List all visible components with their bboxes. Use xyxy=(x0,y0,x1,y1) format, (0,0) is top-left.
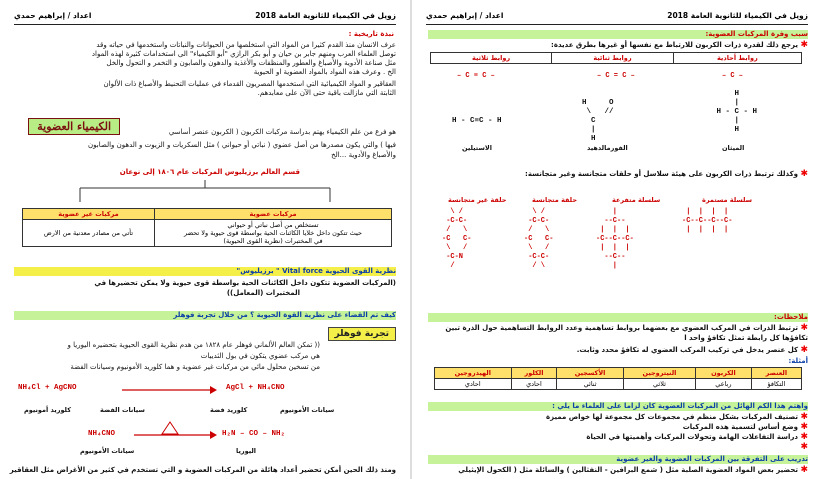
history-line-1: عرف الانسان منذ القدم كثيرا من المواد التي استخلصها من الحيوانات والنباتات واستخدمها في حياته وقد xyxy=(96,41,396,49)
eq2-heat-arrow-icon xyxy=(130,420,220,442)
berzelius-line: قسم العالم برزيليوس المركبات عام ١٨٠٦ إلى نوعان xyxy=(119,168,300,176)
left-page xyxy=(0,0,410,479)
methane-label: الميثان xyxy=(722,144,745,152)
scientists-point-4 xyxy=(800,443,808,452)
eq1-arrow-icon xyxy=(118,384,218,396)
eq1-products: AgCl + NH₄CNO xyxy=(226,384,285,392)
organic-line-1: هو فرع من علم الكيمياء يهتم بدراسة مركبات الكربون ( الكربون عنصر أساسي xyxy=(168,128,396,136)
notes-title: ملاحظات: xyxy=(428,313,808,322)
table-cell-organic: تستخلص من أصل نباتي أو حيواني حيث تتكون داخل خلايا الكائنات الحية بواسطة قوى حيوية ولا تحضر في المختبرات (نظرية القوى الحيوية) xyxy=(155,220,392,247)
history-line-2: توصل العلماء العرب ومنهم جابر بن حيان و أبو بكر الرازي "أبو الكيمياء" الى استخدامات كثيرة لهذه المواد xyxy=(91,50,396,58)
scientists-point-3: ✱ دراسة التفاعلات الهامة وتحولات المركبات وأهميتها في الحياة xyxy=(586,432,808,442)
table-cell-inorganic: تأتي من مصادر معدنية من الارض xyxy=(23,220,155,247)
continuous-chain-structure: | | | | -C--C--C--C- | | | | xyxy=(682,208,733,234)
star-icon: ✱ xyxy=(800,422,808,432)
formaldehyde-label: الفورمالدهيد xyxy=(587,144,628,152)
eq2-product: H₂N – CO – NH₂ xyxy=(222,430,286,438)
right-header-title: زويل في الكيمياء للثانوية العامة 2018 xyxy=(667,11,808,20)
chain-type-homocyclic: حلقة متجانسة xyxy=(532,196,578,204)
formaldehyde-structure: H O \ // C | H xyxy=(582,99,614,143)
valence-table xyxy=(434,367,802,390)
scientists-point-2: ✱ وضع أساس لتسمية هذه المركبات xyxy=(682,422,808,432)
classification-arrows xyxy=(0,180,410,210)
right-page xyxy=(412,0,822,479)
left-header-author: اعداد / إبراهيم حمدي xyxy=(14,11,92,20)
star-icon: ✱ xyxy=(800,465,808,475)
star-icon: ✱ xyxy=(800,323,808,333)
eq1-label-1: كلوريد أمونيوم xyxy=(24,406,71,414)
bond-double-formula: – C = C – xyxy=(597,72,635,80)
classification-table xyxy=(22,208,392,247)
chain-type-continuous: سلسلة مستمرة xyxy=(702,196,753,204)
eq2-label-2: اليوريا xyxy=(236,447,257,455)
heterocyclic-ring-structure: \ / -C-C- / \ -C C- \ / -C-N / xyxy=(442,208,472,270)
history-line-3: مثل صناعة الأدوية والأصباغ والعطور والمنظفات والأغذية والدهون والصابون و التخمر و التحول والخل xyxy=(106,59,396,67)
history-line-6: الثابتة التي مازالت باقية حتى الآن على معابدهم. xyxy=(257,89,396,97)
acetylene-label: الاستيلين xyxy=(462,144,492,152)
valence-value-row: التكافؤ رباعي ثلاثي ثنائي احادي احادي xyxy=(435,379,802,390)
star-icon: ✱ xyxy=(800,432,808,442)
wohler-line-2: هي مركب عضوي يتكون في بول الثدييات xyxy=(200,352,320,360)
bond-header-triple: روابط ثلاثية xyxy=(431,53,552,64)
vital-force-title: نظرية القوى الحيوية Vital force " برزيليوس" xyxy=(14,267,396,276)
vital-line-2: المختبرات (المعامل)) xyxy=(226,289,300,297)
eq1-label-2: سيانات الفضة xyxy=(100,406,145,414)
table-header-organic: مركبات عضوية xyxy=(155,209,392,220)
history-title: نبذة تاريخية : xyxy=(348,30,394,38)
branched-chain-structure: | --C-- | | | -C--C--C- | | | --C-- | xyxy=(596,208,634,270)
organic-chemistry-banner: الكيمياء العضوية xyxy=(28,118,120,135)
bond-header-double: روابط ثنائية xyxy=(552,53,674,64)
diff-title: تدريب على التفرقة بين المركبات العضوية والغير عضوية xyxy=(428,455,808,464)
table-header-inorganic: مركبات غير عضوية xyxy=(23,209,155,220)
scientists-title: واهتم هذا الكم الهائل من المركبات العضوية كان لزاما على العلماء ما يلي : xyxy=(428,402,808,411)
eq2-reactant: NH₄CNO xyxy=(88,430,116,438)
star-icon: ✱ xyxy=(800,169,808,179)
diff-line: ✱ تحضير بعض المواد العضوية الصلبة مثل ( شمع البرافين - النفثالين ) والسائلة مثل ( الكحول الإيثيلي xyxy=(458,465,808,475)
wohler-line-3: من تسخين محلول مائي من مركبات غير عضوية و هما كلوريد الأمونيوم وسيانات الفضة xyxy=(70,363,320,371)
examples-label: أمثلة: xyxy=(788,357,808,365)
scientists-point-1: ✱ تصنيف المركبات بشكل منظم في مجموعات كل مجموعة لها خواص مميزة xyxy=(545,412,808,422)
wohler-question: كيف تم القضاء على نظرية القوة الحيوية ؟ من خلال تجربة فوهلر xyxy=(14,311,396,320)
valence-header-row: العنصر الكربون النيتروجين الأكسجين الكلور الهيدروجين xyxy=(435,368,802,379)
bottom-line: ومنذ ذلك الحين أمكن تحضير أعداد هائلة من المركبات العضوية و التي تستخدم في كثير من الأغراض مثل العقاقير xyxy=(9,466,396,474)
star-icon: ✱ xyxy=(800,412,808,422)
note-1: ✱ ترتبط الذرات في المركب العضوي مع بعضهما بروابط تساهمية وعدد الروابط التساهمية حول الذرة تبين xyxy=(445,323,808,333)
chain-type-branched: سلسلة متفرعة xyxy=(612,196,661,204)
bond-single-formula: – C – xyxy=(722,72,744,80)
eq1-label-4: سيانات الأمونيوم xyxy=(280,406,335,414)
note-2: ✱ كل عنصر يدخل في تركيب المركب العضوي له تكافؤ محدد وثابت. xyxy=(576,345,808,355)
wohler-banner: تجربة فوهلر xyxy=(328,327,396,341)
left-header xyxy=(14,10,396,25)
star-icon: ✱ xyxy=(800,40,808,50)
right-header-author: اعداد / إبراهيم حمدي xyxy=(426,11,504,20)
right-header xyxy=(426,10,808,25)
bonds-table xyxy=(430,52,802,64)
chain-line: ✱ وكذلك ترتبط ذرات الكربون على هيئة سلاسل أو حلقات متجانسة وغير متجانسة: xyxy=(525,169,808,179)
cause-line: ✱ يرجع ذلك لقدرة ذرات الكربون للارتباط مع نفسها أو غيرها بطرق عديدة: xyxy=(551,40,808,50)
organic-line-3: والأصباغ والأدوية ...الخ xyxy=(331,151,396,159)
note-1b: تكافؤها كل رابطة تمثل تكافؤ واحد ا xyxy=(684,334,808,342)
methane-structure: H | H - C - H | H xyxy=(716,90,758,134)
eq2-label-1: سيانات الأمونيوم xyxy=(80,447,135,455)
bond-triple-formula: – C ≡ C – xyxy=(457,72,495,80)
acetylene-structure: H - C≡C - H xyxy=(452,117,502,125)
eq1-reactants: NH₄Cl + AgCNO xyxy=(18,384,77,392)
wohler-line-1: (( تمكن العالم الألماني فوهلر عام ١٨٢٨ من هدم نظرية القوى الحيوية بتحضيره اليوريا و xyxy=(67,341,320,349)
left-header-title: زويل في الكيمياء للثانوية العامة 2018 xyxy=(255,11,396,20)
organic-line-2: فيها ) والتي يكون مصدرها من أصل عضوي ( نباتي أو حيواني ) مثل السكريات و الزيوت و الدهون والصابون xyxy=(88,141,396,149)
history-line-4: الخ . وعرف هذه المواد بالمواد العضوية او الحيوية xyxy=(253,68,396,76)
bond-header-single: روابط أحادية xyxy=(673,53,801,64)
star-icon: ✱ xyxy=(800,442,808,452)
star-icon: ✱ xyxy=(800,345,808,355)
history-line-5: العقاقير و المواد الكيميائية التي استخدمها المصريون القدماء في عمليات التحنيط والأصباغ ذات الألوان xyxy=(103,80,396,88)
eq1-label-3: كلوريد فضة xyxy=(210,406,248,414)
homocyclic-ring-structure: \ / -C-C- / \ -C C- \ / -C-C- / \ xyxy=(524,208,554,270)
chain-type-heterocyclic: حلقة غير متجانسة xyxy=(448,196,507,204)
cause-title: سبب وفرة المركبات العضوية: xyxy=(428,30,808,39)
vital-line-1: (المركبات العضوية تتكون داخل الكائنات الحية بواسطة قوى حيوية ولا يمكن تحضيرها في xyxy=(94,279,396,287)
